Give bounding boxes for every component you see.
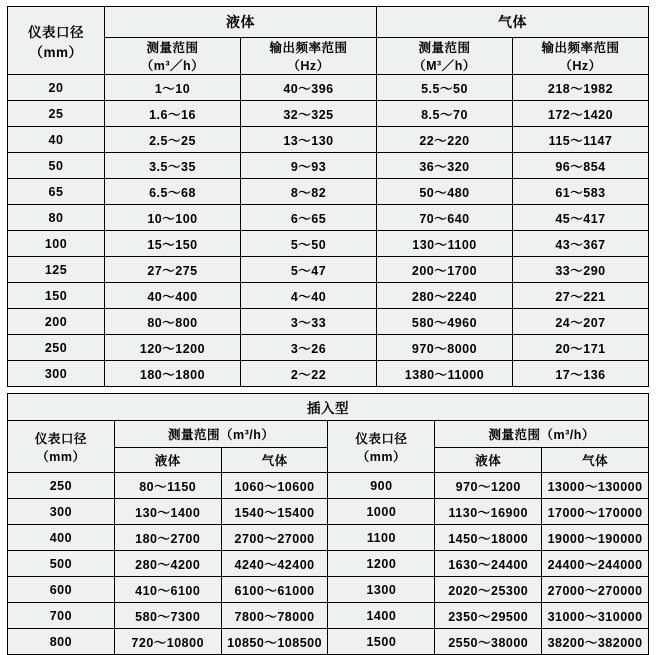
cell-gas-right: 13000～130000 [542, 473, 649, 499]
cell-liquid-range: 80～800 [105, 309, 241, 335]
cell-dn-left: 600 [8, 577, 115, 603]
cell-gas-left: 10850～108500 [221, 629, 328, 655]
cell-liquid-range: 2.5～25 [105, 127, 241, 153]
cell-dn: 300 [8, 361, 105, 387]
cell-dn: 80 [8, 205, 105, 231]
cell-liquid-freq: 32～325 [241, 101, 377, 127]
insert-header-dn-left [8, 421, 115, 473]
header-dn-line1: 仪表口径 [28, 24, 84, 40]
table-row [8, 127, 649, 153]
cell-dn-right: 900 [328, 473, 435, 499]
cell-gas-left: 6100～61000 [221, 577, 328, 603]
table-row [8, 179, 649, 205]
insert-type-table [7, 393, 649, 655]
header-gas-range-unit: （M³／h） [413, 59, 476, 73]
cell-gas-freq: 24～207 [513, 309, 649, 335]
cell-liquid-freq: 3～33 [241, 309, 377, 335]
table-row [8, 153, 649, 179]
insert-header-range-right: 测量范围（m³/h） [435, 421, 649, 448]
table-row [8, 309, 649, 335]
cell-liquid-right: 1130～16900 [435, 499, 542, 525]
table-row [8, 283, 649, 309]
cell-gas-range: 36～320 [377, 153, 513, 179]
insert-title-row [8, 394, 649, 421]
cell-gas-right: 38200～382000 [542, 629, 649, 655]
cell-liquid-range: 15～150 [105, 231, 241, 257]
cell-gas-freq: 20～171 [513, 335, 649, 361]
cell-dn: 250 [8, 335, 105, 361]
header-gas-freq-label: 输出频率范围 [541, 41, 620, 55]
cell-dn-right: 1500 [328, 629, 435, 655]
cell-dn: 50 [8, 153, 105, 179]
cell-gas-range: 580～4960 [377, 309, 513, 335]
cell-dn: 25 [8, 101, 105, 127]
cell-gas-right: 19000～190000 [542, 525, 649, 551]
header-gas-freq [513, 38, 649, 75]
header-gas-range [377, 38, 513, 75]
cell-liquid-range: 120～1200 [105, 335, 241, 361]
spec-tables-container [7, 6, 649, 655]
cell-dn-right: 1100 [328, 525, 435, 551]
cell-gas-freq: 45～417 [513, 205, 649, 231]
cell-gas-right: 17000～170000 [542, 499, 649, 525]
header-dn-line2: （mm） [29, 44, 83, 60]
cell-dn-right: 1300 [328, 577, 435, 603]
cell-gas-left: 7800～78000 [221, 603, 328, 629]
table-row [8, 335, 649, 361]
table-row [8, 525, 649, 551]
cell-liquid-range: 6.5～68 [105, 179, 241, 205]
table-row [8, 629, 649, 655]
cell-liquid-left: 80～1150 [114, 473, 221, 499]
cell-liquid-right: 2550～38000 [435, 629, 542, 655]
cell-liquid-left: 180～2700 [114, 525, 221, 551]
cell-gas-freq: 17～136 [513, 361, 649, 387]
insert-header-gas-right: 气体 [542, 448, 649, 473]
cell-liquid-freq: 13～130 [241, 127, 377, 153]
cell-gas-left: 4240～42400 [221, 551, 328, 577]
table-row [8, 473, 649, 499]
cell-liquid-freq: 9～93 [241, 153, 377, 179]
insert-header-dn-left-line2: （mm） [36, 449, 86, 464]
table-row [8, 499, 649, 525]
cell-liquid-right: 970～1200 [435, 473, 542, 499]
cell-dn-left: 400 [8, 525, 115, 551]
header-gas-range-label: 测量范围 [418, 41, 471, 55]
cell-liquid-freq: 5～50 [241, 231, 377, 257]
header-gas-freq-unit: （Hz） [559, 59, 602, 73]
table-header-row-1 [8, 7, 649, 38]
cell-gas-right: 27000～270000 [542, 577, 649, 603]
header-liquid-range-unit: （m³／h） [140, 59, 205, 73]
header-liquid-range [105, 38, 241, 75]
cell-liquid-left: 720～10800 [114, 629, 221, 655]
table-row [8, 231, 649, 257]
cell-dn-left: 250 [8, 473, 115, 499]
cell-liquid-range: 3.5～35 [105, 153, 241, 179]
cell-liquid-range: 1～10 [105, 75, 241, 101]
cell-dn: 150 [8, 283, 105, 309]
cell-gas-range: 70～640 [377, 205, 513, 231]
cell-gas-right: 24400～244000 [542, 551, 649, 577]
insert-header-liquid-right: 液体 [435, 448, 542, 473]
cell-liquid-range: 10～100 [105, 205, 241, 231]
cell-dn: 20 [8, 75, 105, 101]
cell-liquid-freq: 4～40 [241, 283, 377, 309]
cell-gas-freq: 27～221 [513, 283, 649, 309]
cell-dn: 65 [8, 179, 105, 205]
table-row [8, 101, 649, 127]
insert-header-row-1 [8, 421, 649, 448]
cell-liquid-right: 2020～25300 [435, 577, 542, 603]
table-row [8, 603, 649, 629]
table-row [8, 577, 649, 603]
cell-gas-range: 5.5～50 [377, 75, 513, 101]
cell-liquid-right: 1450～18000 [435, 525, 542, 551]
cell-liquid-freq: 6～65 [241, 205, 377, 231]
cell-gas-freq: 33～290 [513, 257, 649, 283]
table-row [8, 361, 649, 387]
flow-range-table [7, 6, 649, 387]
table-row [8, 75, 649, 101]
cell-liquid-left: 410～6100 [114, 577, 221, 603]
insert-title: 插入型 [8, 394, 649, 421]
cell-gas-freq: 115～1147 [513, 127, 649, 153]
cell-gas-freq: 218～1982 [513, 75, 649, 101]
cell-gas-range: 970～8000 [377, 335, 513, 361]
insert-header-dn-right-line2: （mm） [356, 449, 407, 464]
cell-liquid-freq: 40～396 [241, 75, 377, 101]
cell-liquid-freq: 2～22 [241, 361, 377, 387]
cell-gas-range: 50～480 [377, 179, 513, 205]
cell-gas-freq: 172～1420 [513, 101, 649, 127]
table-header-row-2 [8, 38, 649, 75]
cell-liquid-freq: 5～47 [241, 257, 377, 283]
table-row [8, 205, 649, 231]
insert-header-dn-right [328, 421, 435, 473]
cell-gas-left: 2700～27000 [221, 525, 328, 551]
header-dn-label [8, 7, 105, 75]
cell-dn-left: 300 [8, 499, 115, 525]
insert-header-dn-right-line1: 仪表口径 [355, 431, 408, 446]
cell-dn-right: 1000 [328, 499, 435, 525]
header-liquid-freq-unit: （Hz） [287, 59, 330, 73]
cell-dn-left: 700 [8, 603, 115, 629]
header-liquid-freq [241, 38, 377, 75]
table-row [8, 257, 649, 283]
cell-dn-left: 500 [8, 551, 115, 577]
header-liquid-freq-label: 输出频率范围 [269, 41, 348, 55]
cell-liquid-range: 40～400 [105, 283, 241, 309]
cell-gas-left: 1540～15400 [221, 499, 328, 525]
insert-header-range-left: 测量范围（m³/h） [114, 421, 328, 448]
header-gas: 气体 [377, 7, 649, 38]
cell-gas-range: 1380～11000 [377, 361, 513, 387]
cell-liquid-right: 1630～24400 [435, 551, 542, 577]
header-liquid: 液体 [105, 7, 377, 38]
table-row [8, 551, 649, 577]
insert-header-liquid-left: 液体 [114, 448, 221, 473]
cell-dn: 40 [8, 127, 105, 153]
cell-gas-range: 22～220 [377, 127, 513, 153]
cell-dn: 100 [8, 231, 105, 257]
cell-gas-freq: 43～367 [513, 231, 649, 257]
cell-gas-freq: 96～854 [513, 153, 649, 179]
cell-liquid-right: 2350～29500 [435, 603, 542, 629]
cell-dn: 125 [8, 257, 105, 283]
cell-dn-right: 1200 [328, 551, 435, 577]
cell-liquid-left: 280～4200 [114, 551, 221, 577]
header-liquid-range-label: 测量范围 [146, 41, 199, 55]
cell-liquid-freq: 3～26 [241, 335, 377, 361]
cell-liquid-range: 1.6～16 [105, 101, 241, 127]
cell-dn-right: 1400 [328, 603, 435, 629]
cell-dn-left: 800 [8, 629, 115, 655]
cell-gas-range: 8.5～70 [377, 101, 513, 127]
cell-gas-range: 280～2240 [377, 283, 513, 309]
cell-gas-freq: 61～583 [513, 179, 649, 205]
insert-header-gas-left: 气体 [221, 448, 328, 473]
cell-liquid-freq: 8～82 [241, 179, 377, 205]
cell-gas-left: 1060～10600 [221, 473, 328, 499]
cell-gas-range: 130～1100 [377, 231, 513, 257]
cell-liquid-left: 580～7300 [114, 603, 221, 629]
cell-gas-range: 200～1700 [377, 257, 513, 283]
insert-header-dn-left-line1: 仪表口径 [34, 431, 87, 446]
cell-gas-right: 31000～310000 [542, 603, 649, 629]
cell-liquid-range: 27～275 [105, 257, 241, 283]
cell-liquid-left: 130～1400 [114, 499, 221, 525]
cell-liquid-range: 180～1800 [105, 361, 241, 387]
cell-dn: 200 [8, 309, 105, 335]
